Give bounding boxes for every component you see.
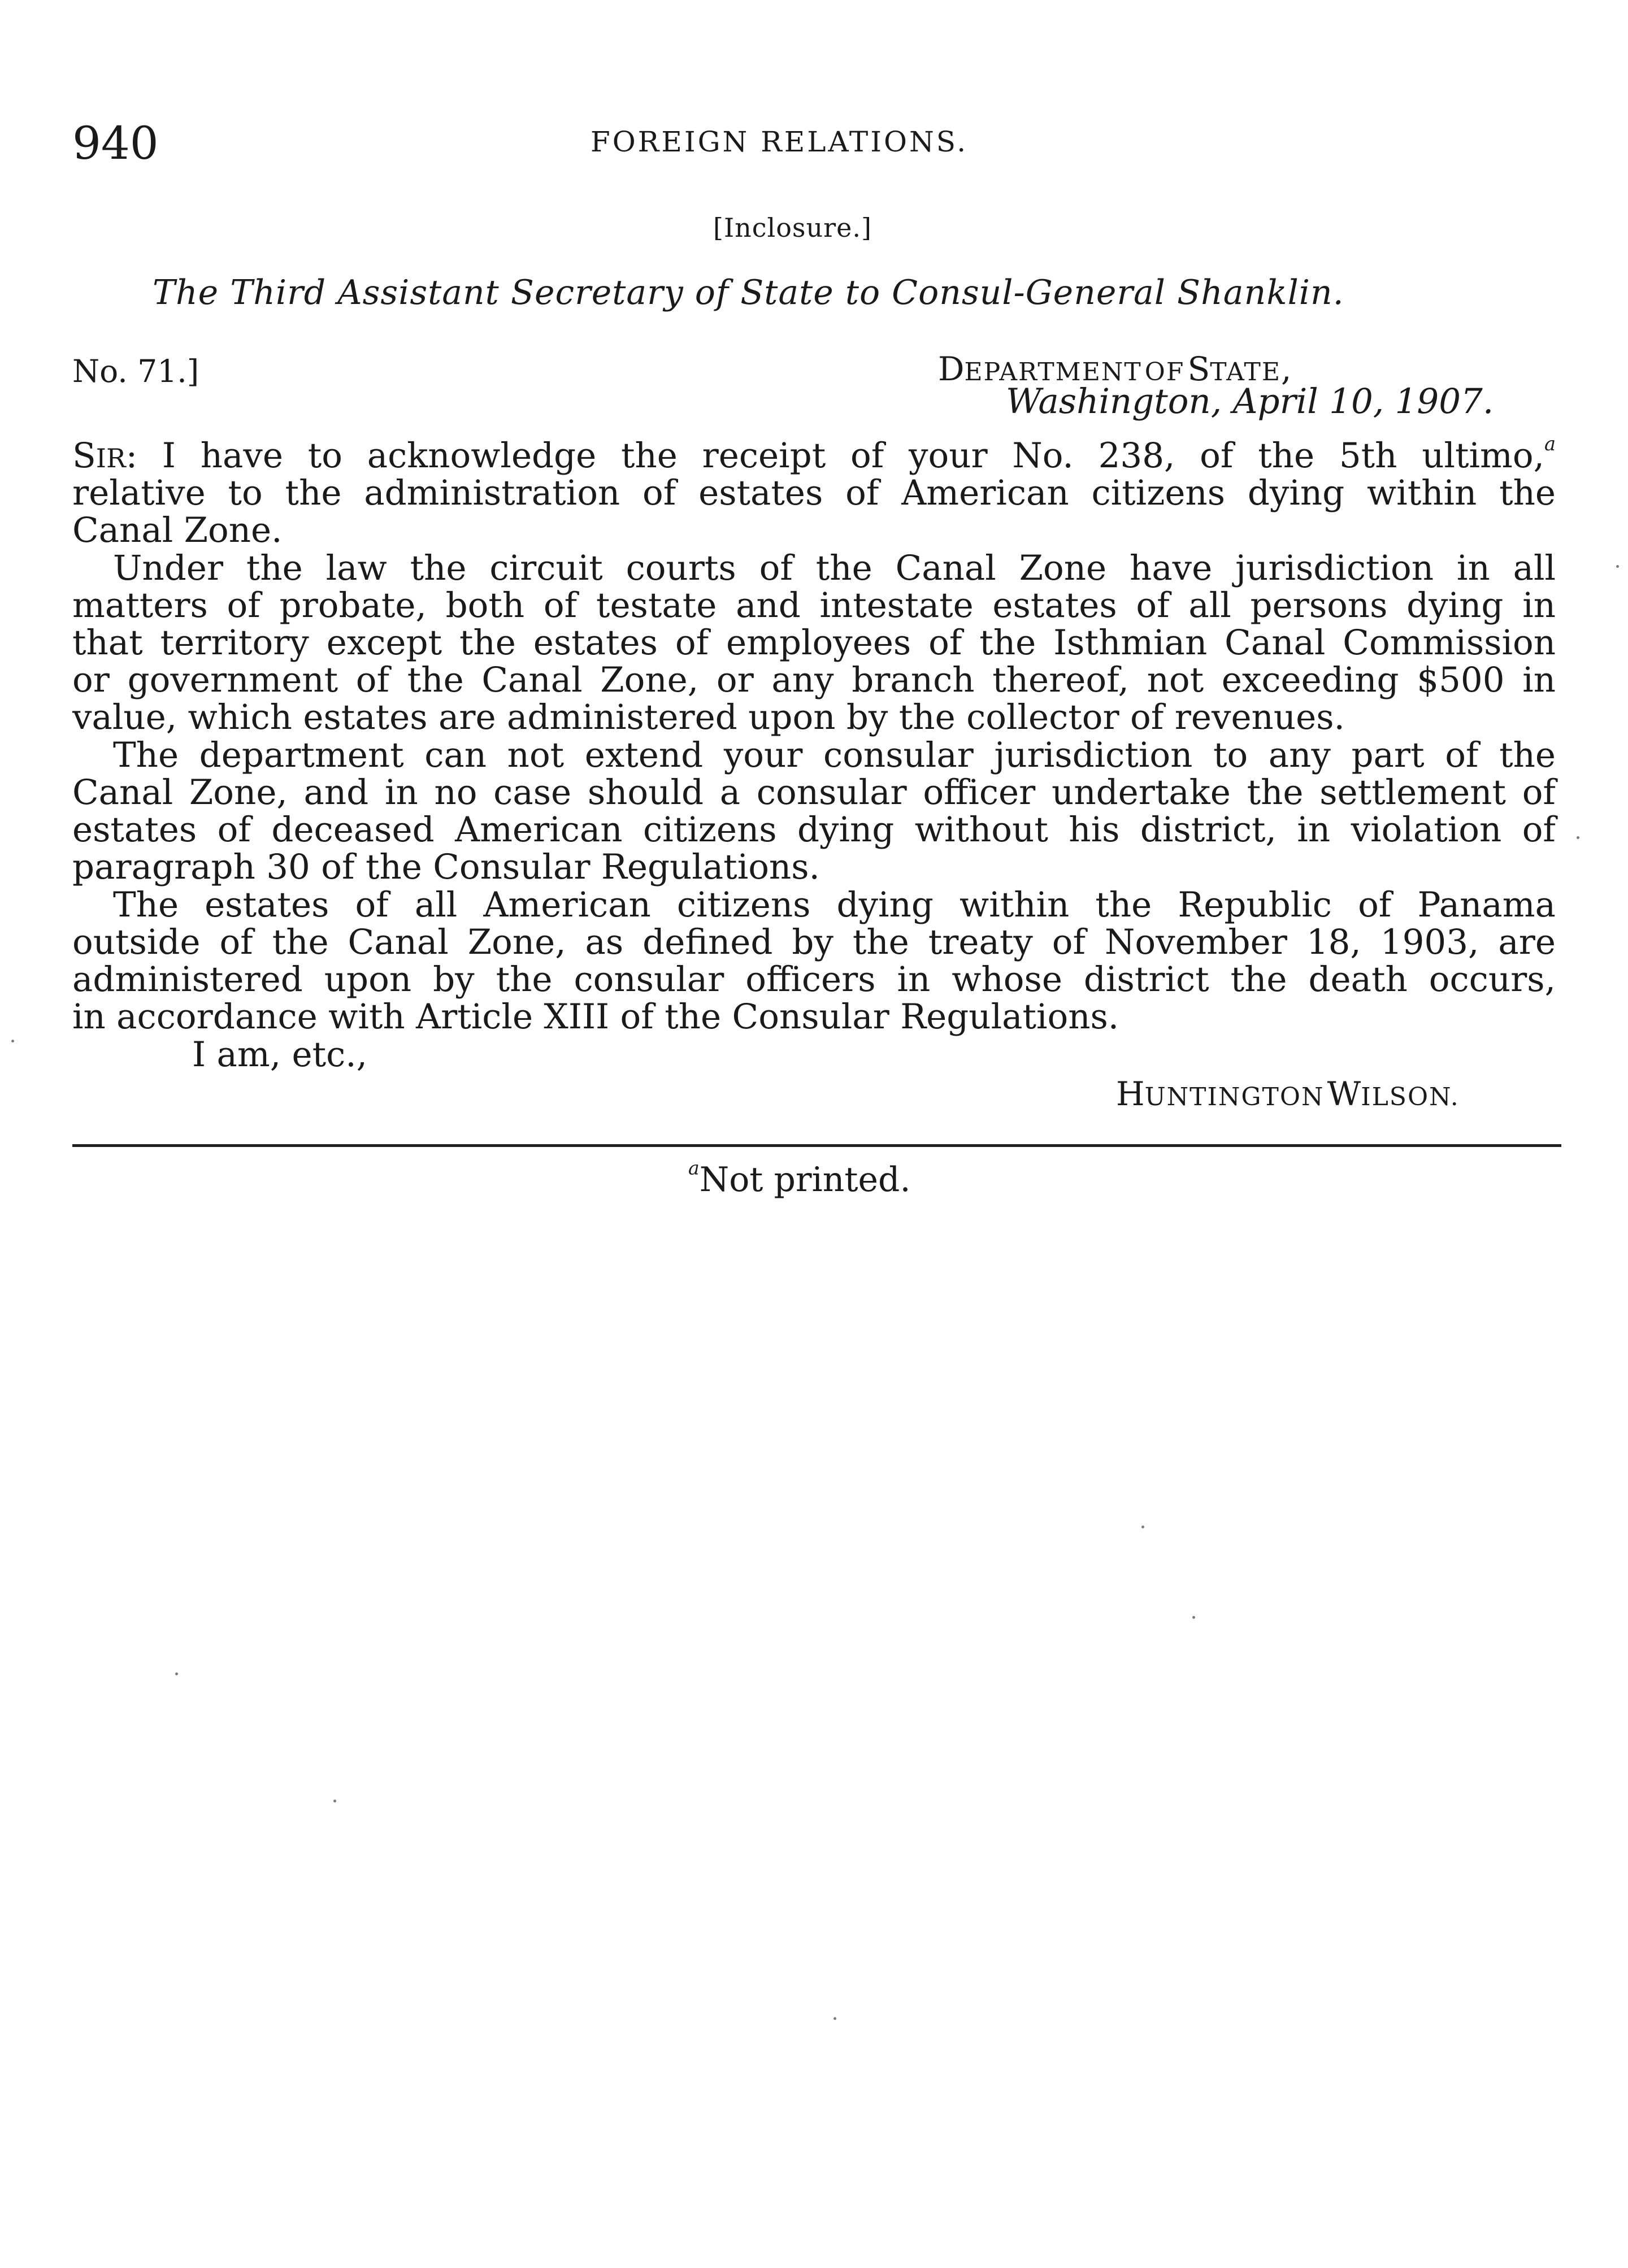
place-date: Washington, April 10, 1907. — [1006, 381, 1494, 422]
footnote — [688, 1157, 911, 1200]
salutation: SIR — [72, 436, 126, 476]
running-title: FOREIGN RELATIONS. — [591, 125, 969, 158]
page-number: 940 — [72, 117, 159, 170]
body-line: estates of deceased American citizens dying without his district, in violation of — [72, 810, 1556, 850]
dept-word-state: TATE — [1210, 358, 1282, 386]
inclosure-label: [Inclosure.] — [713, 212, 872, 243]
body-line: Canal Zone, and in no case should a consular officer undertake the settlement of — [72, 772, 1556, 813]
body-line: SIR: I have to acknowledge the receipt of your No. 238, of the 5th ultimo,$^a$ — [72, 432, 1556, 476]
body-line: paragraph 30 of the Consular Regulations. — [72, 847, 820, 887]
dept-comma: , — [1281, 350, 1292, 388]
footnote-marker: a — [688, 1157, 700, 1179]
footnote-text: Not printed. — [699, 1160, 911, 1200]
closing: I am, etc., — [192, 1035, 368, 1075]
scan-speck — [11, 1040, 14, 1042]
body-line: Canal Zone. — [72, 510, 283, 550]
department-heading — [938, 350, 1292, 388]
scan-speck — [333, 1800, 336, 1802]
signature: HUNTINGTON WILSON. — [1116, 1075, 1460, 1113]
scan-speck — [833, 2017, 836, 2020]
scan-speck — [1192, 1616, 1195, 1619]
scan-speck — [1577, 836, 1579, 839]
dept-word-of: OF — [1144, 358, 1185, 386]
scan-speck — [1141, 1526, 1144, 1528]
footnote-marker: a — [1544, 432, 1556, 455]
letter-number: No. 71.] — [72, 353, 199, 389]
body-line: relative to the administration of estates of American citizens dying within the — [72, 473, 1556, 513]
scan-speck — [1616, 565, 1619, 568]
body-line: in accordance with Article XIII of the Consular Regulations. — [72, 997, 1119, 1037]
footnote-divider — [72, 1144, 1561, 1147]
letter-title: The Third Assistant Secretary of State to Consul-General Shanklin. — [153, 273, 1344, 312]
body-line: value, which estates are administered upon by the collector of revenues. — [72, 697, 1345, 737]
body-line: Under the law the circuit courts of the Canal Zone have jurisdiction in all — [113, 548, 1556, 588]
body-line: The department can not extend your consular jurisdiction to any part of the — [113, 735, 1556, 775]
body-line: matters of probate, both of testate and intestate estates of all persons dying in — [72, 585, 1556, 625]
body-line: The estates of all American citizens dying within the Republic of Panama — [113, 885, 1556, 925]
dept-word-rest: EPARTMENT — [964, 358, 1142, 386]
body-line: outside of the Canal Zone, as defined by the treaty of November 18, 1903, are — [72, 922, 1556, 962]
body-line: or government of the Canal Zone, or any branch thereof, not exceeding $500 in — [72, 660, 1556, 700]
scan-speck — [175, 1672, 178, 1675]
dept-initial-s: S — [1187, 350, 1210, 388]
body-line: that territory except the estates of employees of the Isthmian Canal Commission — [72, 623, 1556, 663]
dept-initial-d: D — [938, 350, 965, 388]
body-line: administered upon by the consular officers in whose district the death occurs, — [72, 959, 1556, 1000]
